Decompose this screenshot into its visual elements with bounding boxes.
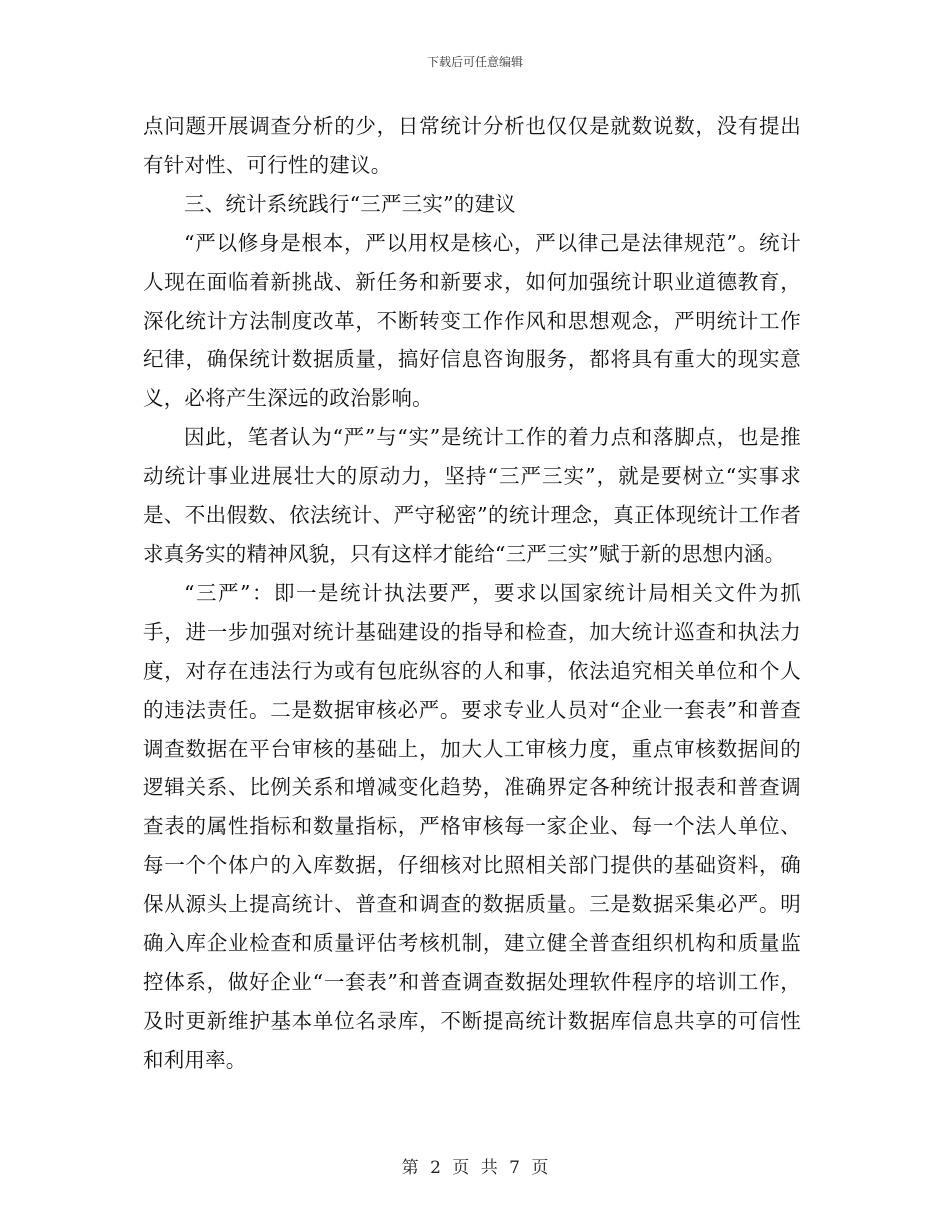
document-body [143,107,801,1080]
paragraph-therefore: 因此，笔者认为“严”与“实”是统计工作的着力点和落脚点，也是推动统计事业进展壮大的原动力，坚持“三严三实”，就是要树立“实事求是、不出假数、依法统计、严守秘密”的统计理念，真正体现统计工作者求真务实的精神风貌，只有这样才能给“三严三实”赋于新的思想内涵。 [143,425,801,566]
section-heading: 三、统计系统践行“三严三实”的建议 [184,191,516,216]
paragraph-three-strict: “三严”：即一是统计执法要严，要求以国家统计局相关文件为抓手，进一步加强对统计基础建设的指导和检查，加大统计巡查和执法力度，对存在违法行为或有包庇纵容的人和事，依法追究相关单位和个人的违法责任。二是数据审核必严。要求专业人员对“企业一套表”和普查调查数据在平台审核的基础上，加大人工审核力度，重点审核数据间的逻辑关系、比例关系和增减变化趋势，准确界定各种统计报表和普查调查表的属性指标和数量指标，严格审核每一家企业、每一个法人单位、每一个个体户的入库数据，仔细核对比照相关部门提供的基础资料，确保从源头上提高统计、普查和调查的数据质量。三是数据采集必严。明确入库企业检查和质量评估考核机制，建立健全普查组织机构和质量监控体系，做好企业“一套表”和普查调查数据处理软件程序的培训工作，及时更新维护基本单位名录库，不断提高统计数据库信息共享的可信性和利用率。 [143,580,801,1072]
paragraph-quote: “严以修身是根本，严以用权是核心，严以律己是法律规范”。统计人现在面临着新挑战、新任务和新要求，如何加强统计职业道德教育，深化统计方法制度改革，不断转变工作作风和思想观念，严明统计工作纪律，确保统计数据质量，搞好信息咨询服务，都将具有重大的现实意义，必将产生深远的政治影响。 [143,230,801,411]
page-footer: 第 2 页 共 7 页 [401,1158,549,1178]
paragraph-continuation: 点问题开展调查分析的少，日常统计分析也仅仅是就数说数，没有提出有针对性、可行性的建议。 [143,114,801,177]
page-header: 下载后可任意编辑 [426,55,523,69]
